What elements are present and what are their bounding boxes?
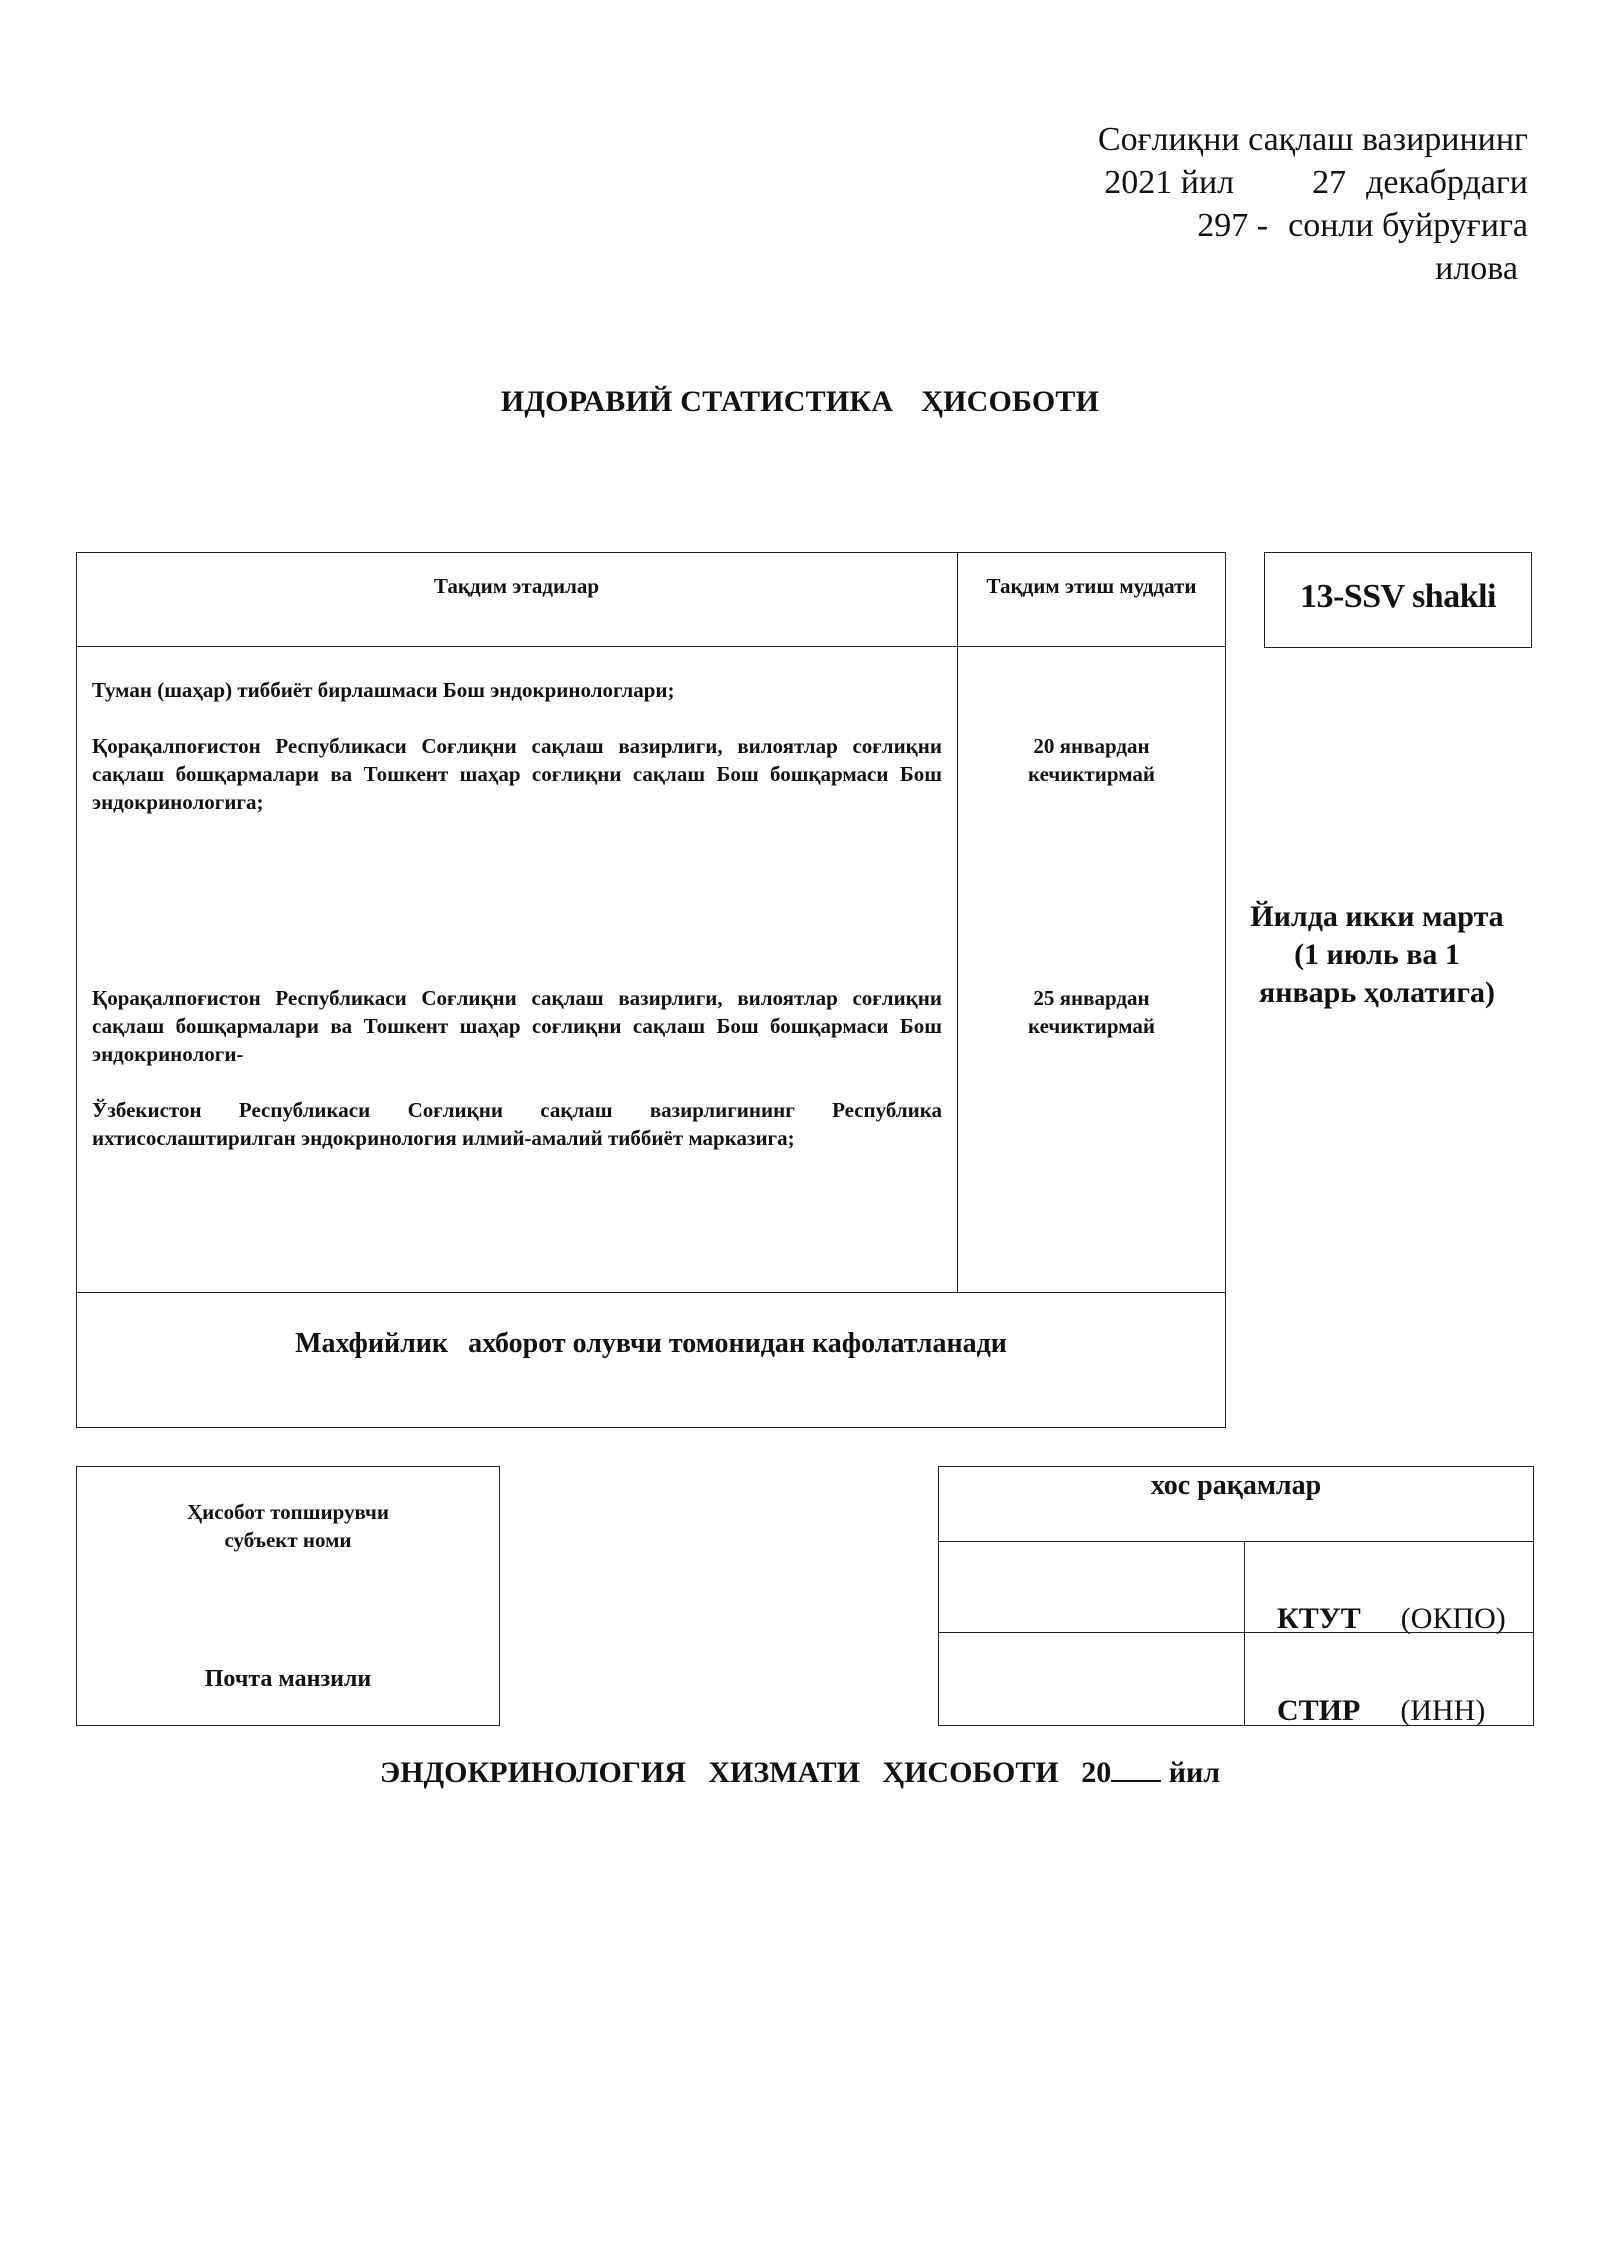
code-row-ktut <box>1262 1568 1532 1636</box>
report-title <box>0 1756 1600 1790</box>
table-column-divider <box>957 552 958 1292</box>
codes-divider-1 <box>938 1541 1534 1542</box>
code-alt-inn: (ИНН) <box>1400 1694 1486 1727</box>
confidentiality-text: ахборот олувчи томонидан кафолатланади <box>468 1328 1007 1359</box>
appendix-line-3 <box>888 204 1528 247</box>
appendix-line-2 <box>888 161 1528 204</box>
report-title-part-2: ХИЗМАТИ <box>708 1756 860 1789</box>
confidentiality-note <box>76 1328 1226 1360</box>
page-title <box>0 385 1600 419</box>
deadline-first-date: 20 январдан <box>1033 734 1150 758</box>
report-year-prefix: 20 <box>1081 1756 1112 1789</box>
report-year-blank <box>1111 1756 1161 1782</box>
deadline-second-note: кечиктирмай <box>1028 1014 1155 1038</box>
appendix-line-4 <box>888 247 1528 290</box>
form-code: 13-SSV shakli <box>1299 578 1497 615</box>
appendix-month: декабрдаги <box>1366 164 1528 201</box>
codes-column-divider <box>1244 1541 1245 1726</box>
code-label-stir: СТИР <box>1277 1694 1361 1727</box>
appendix-day: 27 <box>1312 164 1347 201</box>
code-alt-okpo: (ОКПО) <box>1400 1602 1506 1635</box>
table-footer-divider <box>76 1292 1226 1293</box>
appendix-order: сонли буйруғига <box>1288 207 1528 244</box>
header-submitters: Тақдим этадилар <box>433 574 600 598</box>
appendix-ministry: Соғлиқни сақлаш вазирининг <box>1097 121 1528 158</box>
deadline-first <box>957 732 1226 788</box>
subject-name-label <box>76 1498 500 1554</box>
frequency-line-3: январь ҳолатига) <box>1258 976 1496 1009</box>
appendix-year: 2021 йил <box>1104 164 1235 201</box>
deadline-first-note: кечиктирмай <box>1028 762 1155 786</box>
page-title-part-1: ИДОРАВИЙ СТАТИСТИКА <box>500 385 894 418</box>
page-title-part-2: ҲИСОБОТИ <box>921 385 1100 418</box>
submitter-regional-recipient: Қорақалпоғистон Республикаси Соғлиқни сақлаш вазирлиги, вилоятлар соғлиқни сақлаш бошқармалари ва Тошкент шаҳар соғлиқни сақлаш Бош бошқармаси Бош эндокринологига; <box>92 734 942 814</box>
frequency-line-2: (1 июль ва 1 <box>1294 938 1460 971</box>
submitter-district: Туман (шаҳар) тиббиёт бирлашмаси Бош эндокринологлари; <box>92 678 675 702</box>
appendix-line-1 <box>888 118 1528 161</box>
appendix-annex: илова <box>1435 250 1518 287</box>
header-deadline: Тақдим этиш муддати <box>986 574 1197 598</box>
submitter-regional: Қорақалпоғистон Республикаси Соғлиқни сақлаш вазирлиги, вилоятлар соғлиқни сақлаш бошқармалари ва Тошкент шаҳар соғлиқни сақлаш Бош бошқармаси Бош эндокринологи- <box>92 986 942 1066</box>
subject-name-line-2: субъект номи <box>224 1528 352 1552</box>
postal-address-label: Почта манзили <box>204 1666 372 1692</box>
report-title-part-1: ЭНДОКРИНОЛОГИЯ <box>379 1756 686 1789</box>
confidentiality-label: Махфийлик <box>295 1328 449 1359</box>
report-title-year-word: йил <box>1168 1756 1221 1789</box>
report-frequency <box>1222 898 1532 1012</box>
frequency-line-1: Йилда икки марта <box>1250 900 1504 933</box>
report-title-part-3: ҲИСОБОТИ <box>882 1756 1059 1789</box>
codes-title: хос рақамлар <box>1150 1470 1322 1501</box>
deadline-second <box>957 984 1226 1040</box>
code-row-stir <box>1262 1660 1532 1728</box>
submitter-republic-recipient: Ўзбекистон Республикаси Соғлиқни сақлаш вазирлигининг Республика ихтисослаштирилган эндокринология илмий-амалий тиббиёт марказига; <box>92 1098 942 1150</box>
appendix-number: 297 - <box>1197 207 1269 244</box>
code-label-ktut: КТУТ <box>1277 1602 1361 1635</box>
subject-name-line-1: Ҳисобот топширувчи <box>187 1500 389 1524</box>
deadline-second-date: 25 январдан <box>1033 986 1150 1010</box>
appendix-note <box>888 118 1528 290</box>
table-header-divider <box>76 646 1226 647</box>
